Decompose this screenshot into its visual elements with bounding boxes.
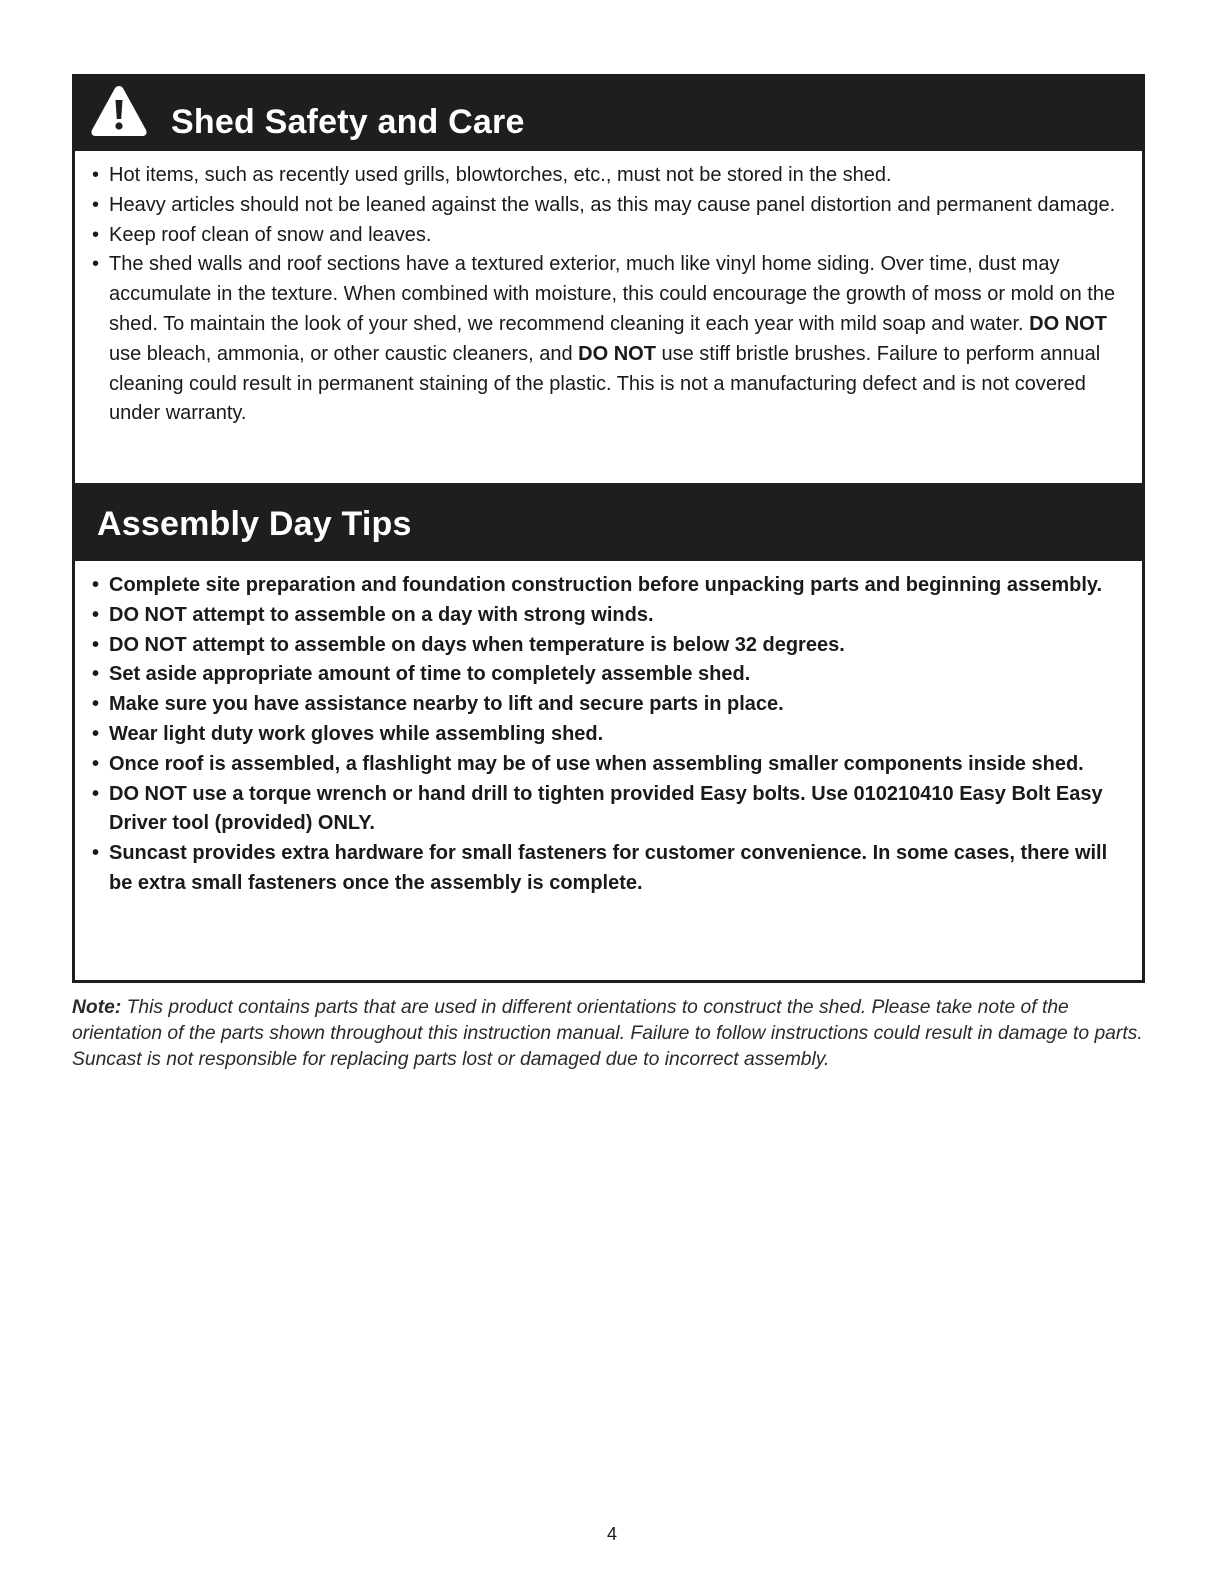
bullet-icon: • — [92, 842, 100, 865]
list-item-care: • The shed walls and roof sections have a textured exterior, much like vinyl home siding. Over time, dust may accumulate in the texture. When combined with moisture, this could encourage the growth of moss or mold on the shed. To maintain the look of your shed, we recommend cleaning it each year with mild soap and water. DO NOT use bleach, ammonia, or other caustic cleaners, and DO NOT use stiff bristle brushes. Failure to perform annual cleaning could result in permanent staining of the plastic. This is not a manufacturing defect and is not covered under warranty. — [85, 250, 1132, 429]
safety-title: Shed Safety and Care — [171, 103, 525, 141]
list-item: • Wear light duty work gloves while assembling shed. — [85, 720, 1132, 750]
list-item: • Keep roof clean of snow and leaves. — [85, 221, 1132, 251]
assembly-title: Assembly Day Tips — [97, 505, 412, 543]
bullet-icon: • — [92, 752, 100, 775]
warning-icon — [89, 84, 149, 138]
note-text: This product contains parts that are used in different orientations to construct the shed. Please take note of the orientation of the parts shown throughout this instruction manual. Failure to follow instructions could result in damage to parts. Suncast is not responsible for replacing parts lost or damaged due to incorrect assembly. — [72, 997, 1143, 1070]
assembly-list — [85, 571, 1132, 899]
safety-list — [85, 161, 1132, 429]
safety-content — [75, 161, 1142, 429]
list-item: • Once roof is assembled, a flashlight may be of use when assembling smaller components inside shed. — [85, 750, 1132, 780]
bullet-icon: • — [92, 574, 100, 596]
bullet-icon: • — [92, 253, 100, 276]
bullet-icon: • — [92, 693, 100, 716]
note-paragraph — [72, 995, 1147, 1073]
bullet-icon: • — [92, 193, 100, 216]
safety-header — [75, 77, 1142, 151]
list-item: • DO NOT use a torque wrench or hand drill to tighten provided Easy bolts. Use 010210410 Easy Bolt Easy Driver tool (provided) ONLY. — [85, 780, 1132, 840]
list-item: • Heavy articles should not be leaned against the walls, as this may cause panel distortion and permanent damage. — [85, 191, 1132, 221]
document-frame — [72, 74, 1145, 983]
list-item: • Set aside appropriate amount of time to completely assemble shed. — [85, 660, 1132, 690]
list-item: • DO NOT attempt to assemble on a day with strong winds. — [85, 601, 1132, 631]
bullet-icon: • — [92, 164, 100, 186]
page-number: 4 — [606, 1524, 617, 1544]
bullet-icon: • — [92, 663, 100, 686]
emphasis-do-not: DO NOT — [1029, 312, 1107, 335]
assembly-content — [75, 571, 1142, 899]
list-item: • Hot items, such as recently used grills, blowtorches, etc., must not be stored in the shed. — [85, 161, 1132, 191]
assembly-header — [75, 483, 1142, 561]
note-label: Note: — [72, 997, 122, 1018]
list-item: • Make sure you have assistance nearby to lift and secure parts in place. — [85, 690, 1132, 720]
bullet-icon: • — [92, 782, 100, 805]
bullet-icon: • — [92, 633, 100, 656]
emphasis-do-not: DO NOT — [578, 342, 656, 365]
bullet-icon: • — [92, 722, 100, 745]
list-item: • DO NOT attempt to assemble on days when temperature is below 32 degrees. — [85, 631, 1132, 661]
bullet-icon: • — [92, 603, 100, 626]
list-item: • Suncast provides extra hardware for small fasteners for customer convenience. In some cases, there will be extra small fasteners once the assembly is complete. — [85, 839, 1132, 899]
list-item: • Complete site preparation and foundation construction before unpacking parts and beginning assembly. — [85, 571, 1132, 601]
bullet-icon: • — [92, 223, 100, 246]
